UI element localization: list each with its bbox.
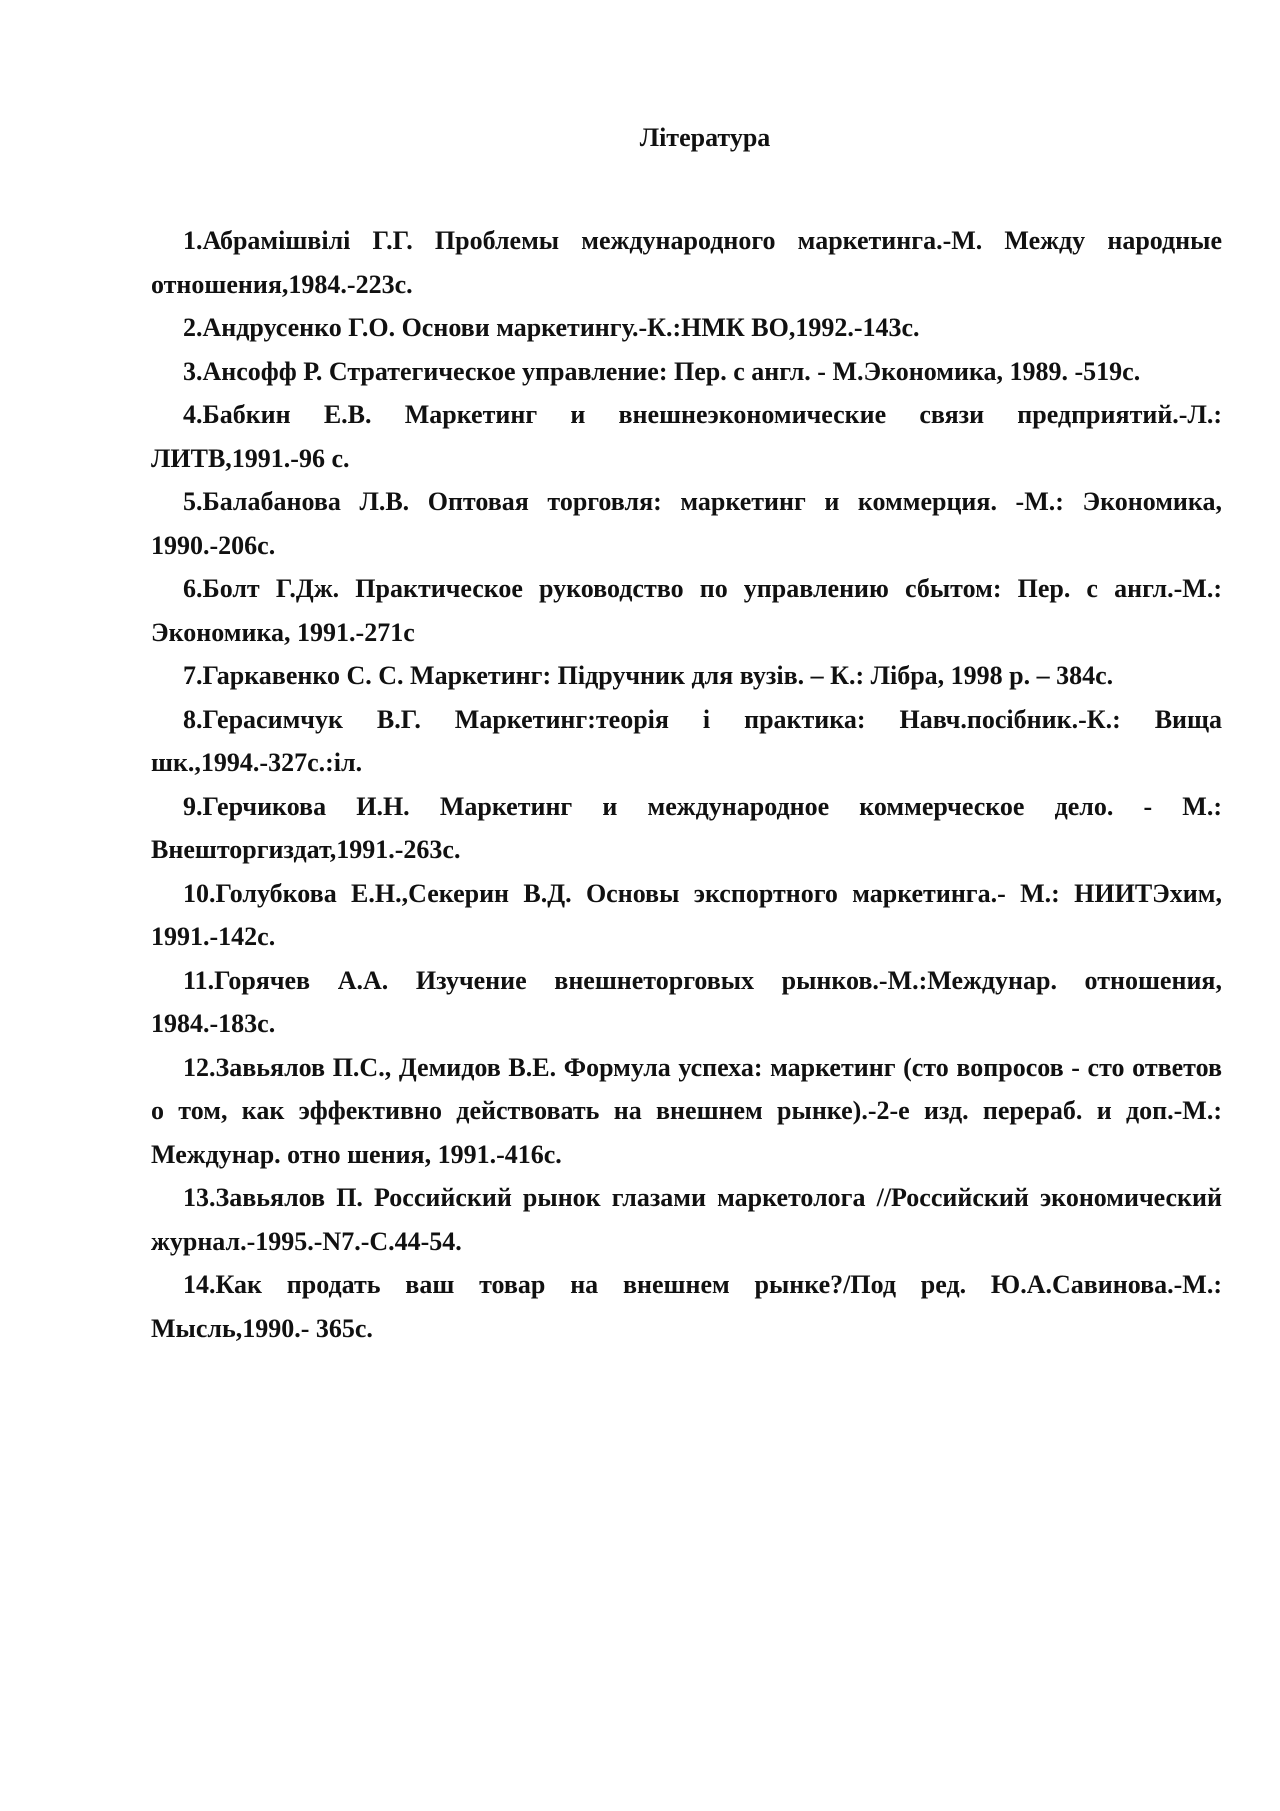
reference-item: 4.Бабкин Е.В. Маркетинг и внешнеэкономические связи предприятий.-Л.: ЛИТВ,1991.-96 с. xyxy=(151,400,1222,473)
reference-item: 8.Герасимчук В.Г. Маркетинг:теорія і практика: Навч.посібник.-К.: Вища шк.,1994.-327с.:іл. xyxy=(151,704,1222,777)
reference-item: 11.Горячев А.А. Изучение внешнеторговых рынков.-М.:Междунар. отношения, 1984.-183с. xyxy=(151,965,1222,1038)
reference-item: 6.Болт Г.Дж. Практическое руководство по управлению сбытом: Пер. с англ.-М.: Экономика, 1991.-271с xyxy=(151,574,1222,647)
reference-item: 2.Андрусенко Г.О. Основи маркетингу.-К.:НМК ВО,1992.-143с. xyxy=(183,313,920,342)
reference-list xyxy=(151,219,1222,1350)
reference-item: 7.Гаркавенко С. С. Маркетинг: Підручник для вузів. – К.: Лібра, 1998 р. – 384с. xyxy=(183,661,1114,690)
reference-item: 13.Завьялов П. Российский рынок глазами маркетолога //Российский экономический журнал.-1995.-N7.-С.44-54. xyxy=(151,1183,1222,1256)
reference-item: 1.Абрамішвілі Г.Г. Проблемы международного маркетинга.-М. Между народные отношения,1984.-223с. xyxy=(151,226,1222,299)
reference-item: 14.Как продать ваш товар на внешнем рынке?/Под ред. Ю.А.Савинова.-М.: Мысль,1990.- 365с. xyxy=(151,1270,1222,1343)
reference-item: 9.Герчикова И.Н. Маркетинг и международное коммерческое дело. - М.: Внешторгиздат,1991.-263с. xyxy=(151,791,1222,864)
reference-item: 12.Завьялов П.С., Демидов В.Е. Формула успеха: маркетинг (сто вопросов - сто ответов о том, как эффективно действовать на внешнем рынке).-2-е изд. перераб. и доп.-М.: Междунар. отно шения, 1991.-416с. xyxy=(151,1052,1222,1169)
reference-item: 5.Балабанова Л.В. Оптовая торговля: маркетинг и коммерция. -М.: Экономика, 1990.-206с. xyxy=(151,487,1222,560)
reference-item: 10.Голубкова Е.Н.,Секерин В.Д. Основы экспортного маркетинга.- М.: НИИТЭхим, 1991.-142с. xyxy=(151,878,1222,951)
page-title: Література xyxy=(639,123,771,152)
reference-item: 3.Ансофф Р. Стратегическое управление: Пер. с англ. - М.Экономика, 1989. -519с. xyxy=(183,356,1141,386)
